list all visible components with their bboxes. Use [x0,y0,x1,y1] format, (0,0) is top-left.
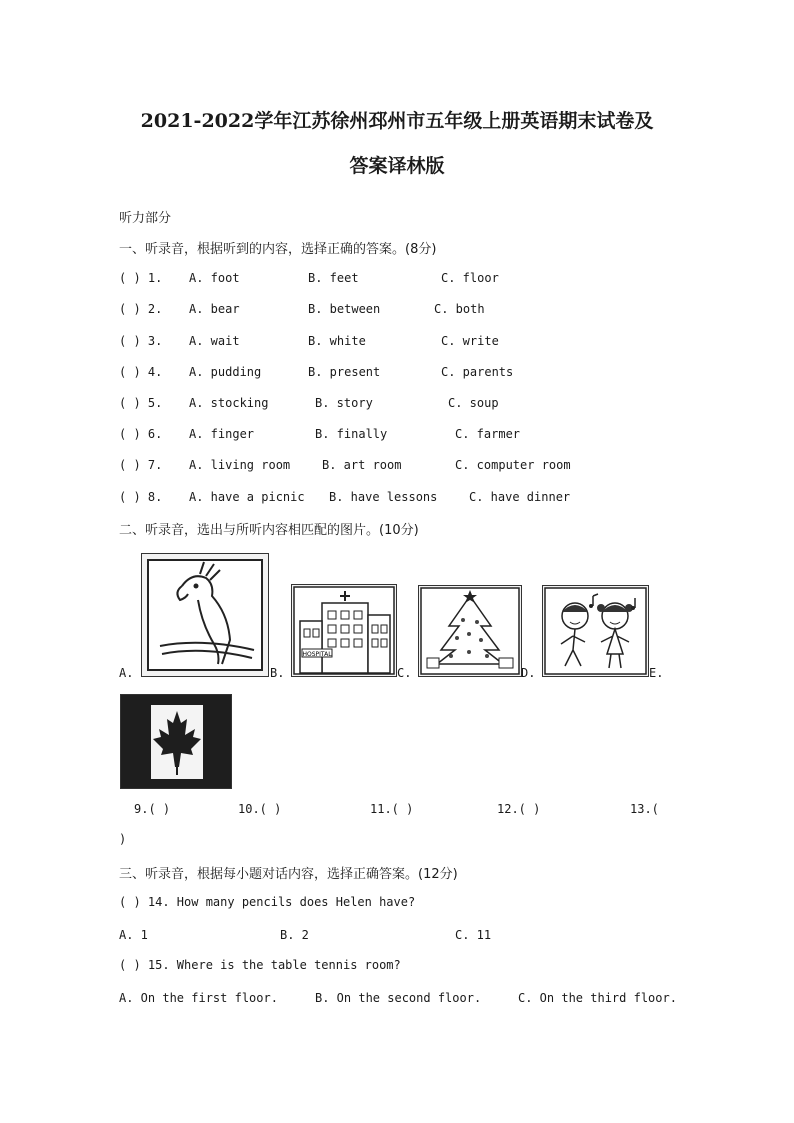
exam-title-line2: 答案译林版 [349,155,445,177]
section1-heading: 一、听录音，根据听到的内容，选择正确的答案。(8分) [119,242,437,257]
listening-part-label: 听力部分 [119,211,172,226]
picture-label-a: A. [119,666,134,680]
option-a: A. 1 [119,928,148,942]
picture-label-b: B. [270,666,285,680]
question-15: ( ) 15. Where is the table tennis room? [119,958,401,972]
question-number: ( ) 1. [119,271,163,285]
option-c: C. 11 [455,928,492,942]
question-number: ( ) 8. [119,490,163,504]
answer-blank-13[interactable]: 13.( [630,802,659,816]
christmas-tree-picture [418,585,522,677]
children-singing-icon [543,586,648,676]
option-b: B. white [308,334,366,348]
option-b: B. On the second floor. [315,991,482,1005]
question-number: ( ) 7. [119,458,163,472]
option-b: B. feet [308,271,359,285]
christmas-tree-icon [419,586,521,676]
children-singing-picture [542,585,649,677]
option-c: C. write [441,334,499,348]
option-a: A. living room [189,458,291,472]
parrot-picture [141,553,269,677]
option-b: B. present [308,365,381,379]
option-b: B. story [315,396,373,410]
question-number: ( ) 5. [119,396,163,410]
canada-flag-picture [120,694,232,789]
option-b: B. art room [322,458,402,472]
answer-blank-13-tail: ) [119,832,127,846]
hospital-icon [292,585,396,676]
option-b: B. finally [315,427,388,441]
section3-heading: 三、听录音，根据每小题对话内容，选择正确答案。(12分) [119,867,458,882]
parrot-icon [142,554,268,676]
picture-label-e: E. [649,666,664,680]
option-a: A. foot [189,271,240,285]
option-b: B. 2 [280,928,309,942]
picture-label-d: D. [521,666,536,680]
answer-blank-10[interactable]: 10.( ) [238,802,282,816]
maple-leaf-flag-icon [121,695,231,788]
option-a: A. stocking [189,396,269,410]
option-c: C. floor [441,271,499,285]
option-a: A. pudding [189,365,262,379]
exam-title-line1: 2021-2022学年江苏徐州邳州市五年级上册英语期末试卷及 [140,110,654,132]
question-number: ( ) 2. [119,302,163,316]
option-a: A. wait [189,334,240,348]
option-a: A. On the first floor. [119,991,278,1005]
section2-heading: 二、听录音，选出与所听内容相匹配的图片。(10分) [119,523,419,538]
option-c: C. computer room [455,458,571,472]
answer-blank-11[interactable]: 11.( ) [370,802,414,816]
question-14: ( ) 14. How many pencils does Helen have? [119,895,416,909]
option-c: C. parents [441,365,514,379]
option-c: C. farmer [455,427,521,441]
question-number: ( ) 3. [119,334,163,348]
option-c: C. both [434,302,485,316]
question-number: ( ) 6. [119,427,163,441]
answer-blank-12[interactable]: 12.( ) [497,802,541,816]
picture-label-c: C. [397,666,412,680]
answer-blank-9[interactable]: 9.( ) [134,802,171,816]
option-b: B. between [308,302,381,316]
option-c: C. On the third floor. [518,991,677,1005]
question-number: ( ) 4. [119,365,163,379]
option-c: C. have dinner [469,490,571,504]
option-b: B. have lessons [329,490,438,504]
option-a: A. have a picnic [189,490,305,504]
hospital-sign-text: HOSPITAL [302,651,332,658]
hospital-picture [291,584,397,677]
option-a: A. bear [189,302,240,316]
option-c: C. soup [448,396,499,410]
option-a: A. finger [189,427,255,441]
